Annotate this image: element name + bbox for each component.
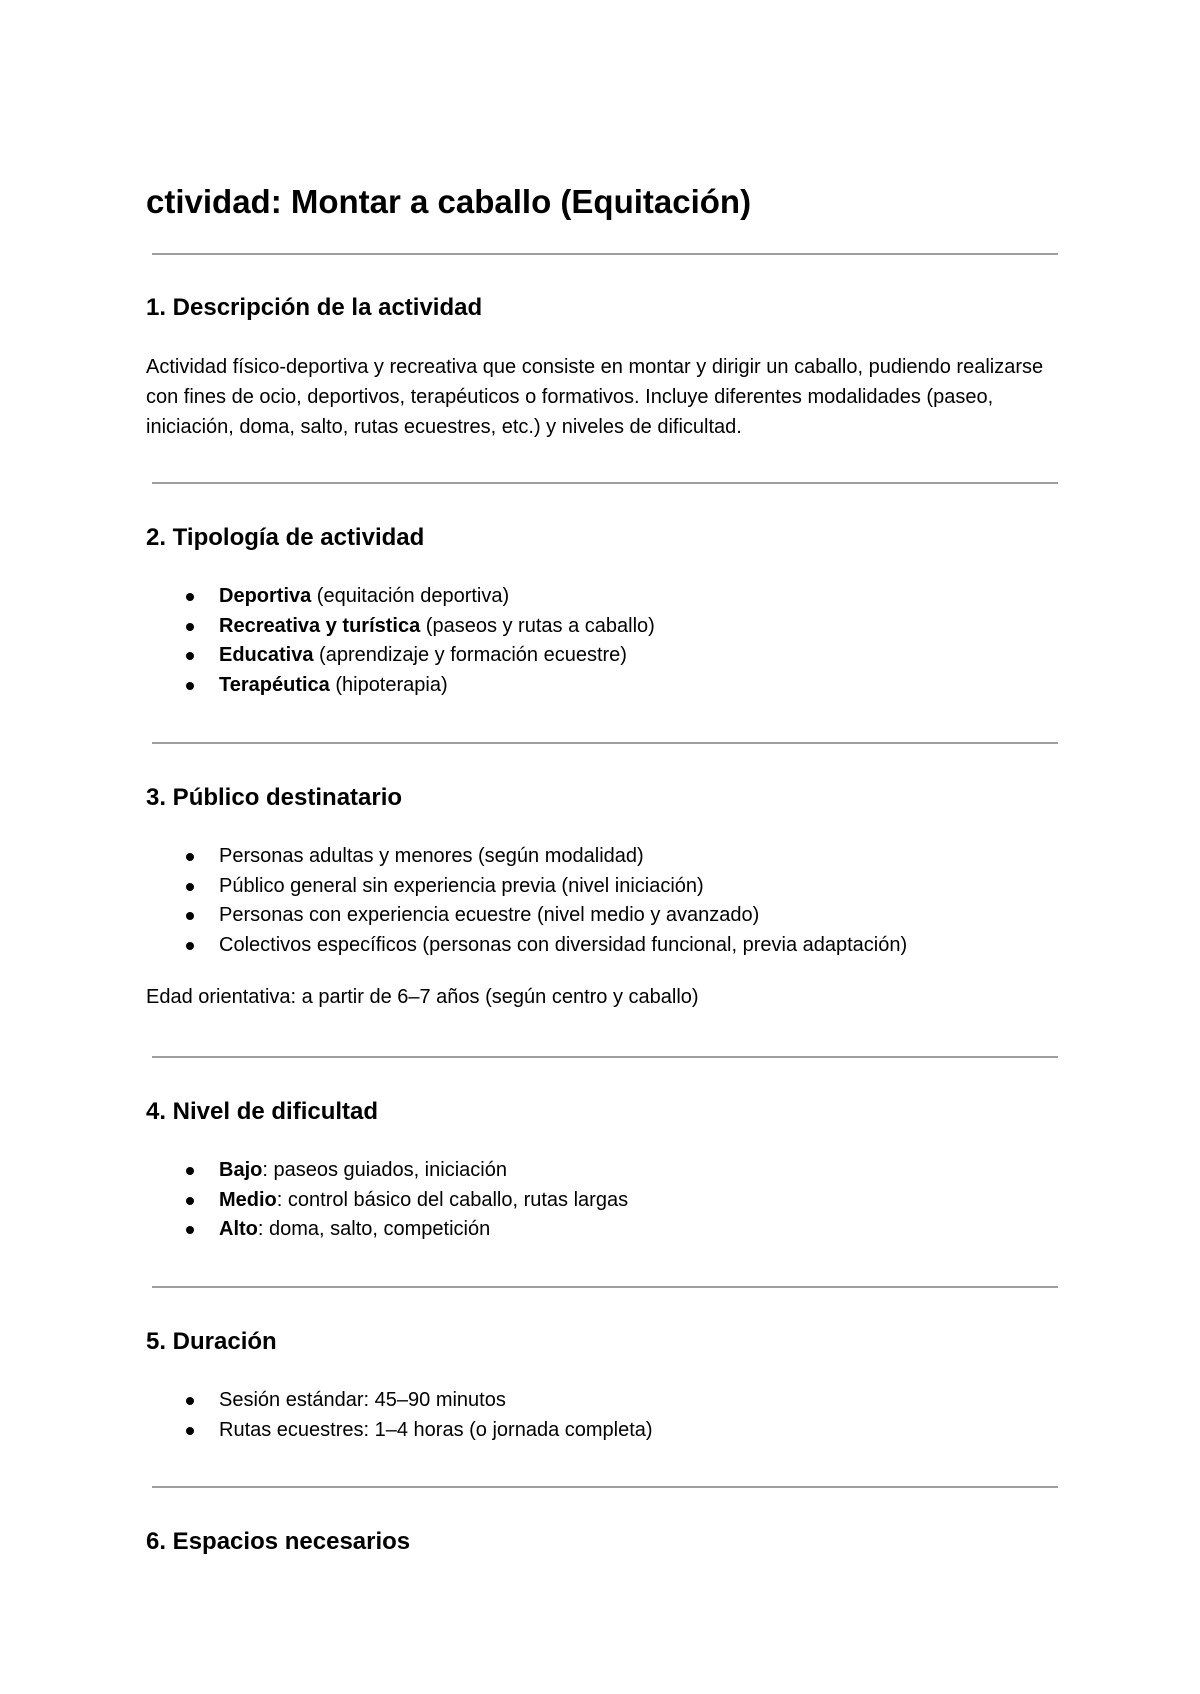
section-heading-tipologia: 2. Tipología de actividad — [146, 524, 425, 551]
list-item — [146, 1215, 628, 1245]
horizontal-rule — [152, 253, 1058, 255]
list-item — [146, 1156, 628, 1186]
duracion-list — [146, 1386, 653, 1445]
list-item-bold: Medio — [219, 1188, 277, 1211]
horizontal-rule — [152, 1286, 1058, 1288]
horizontal-rule — [152, 742, 1058, 744]
descripcion-paragraph: Actividad físico-deportiva y recreativa que consiste en montar y dirigir un caballo, pudiendo realizarse con fines de ocio, deportivos, terapéuticos o formativos. Incluye diferentes modalidades (paseo, iniciación, doma, salto, rutas ecuestres, etc.) y niveles de dificultad. — [146, 356, 1044, 438]
list-item — [146, 641, 655, 671]
dificultad-list — [146, 1156, 628, 1245]
list-item-bold: Bajo — [219, 1159, 263, 1181]
list-item — [146, 671, 655, 701]
list-item-bold: Deportiva — [219, 585, 312, 607]
list-item-text: : control básico del caballo, rutas largas — [276, 1188, 629, 1211]
list-item — [146, 582, 655, 612]
list-item — [146, 1186, 628, 1216]
edad-note: Edad orientativa: a partir de 6–7 años (según centro y caballo) — [146, 986, 699, 1008]
list-item-bold: Educativa — [219, 644, 314, 666]
horizontal-rule — [152, 1486, 1058, 1488]
list-item: Personas adultas y menores (según modalidad) — [146, 842, 907, 872]
list-item: Sesión estándar: 45–90 minutos — [146, 1386, 653, 1416]
list-item-text: (hipoterapia) — [329, 673, 448, 696]
list-item-bold: Terapéutica — [219, 673, 330, 696]
publico-list — [146, 842, 907, 960]
list-item-bold: Recreativa y turística — [219, 614, 421, 637]
list-item — [146, 612, 655, 642]
list-item: Colectivos específicos (personas con diversidad funcional, previa adaptación) — [146, 931, 907, 961]
list-item-text: : paseos guiados, iniciación — [262, 1159, 507, 1181]
list-item-bold: Alto — [219, 1218, 258, 1240]
list-item: Público general sin experiencia previa (nivel iniciación) — [146, 872, 907, 902]
horizontal-rule — [152, 1056, 1058, 1058]
horizontal-rule — [152, 482, 1058, 484]
list-item: Rutas ecuestres: 1–4 horas (o jornada completa) — [146, 1416, 653, 1446]
list-item-text: : doma, salto, competición — [257, 1218, 491, 1240]
list-item-text: (paseos y rutas a caballo) — [420, 614, 655, 637]
section-heading-dificultad: 4. Nivel de dificultad — [146, 1098, 379, 1125]
tipologia-list — [146, 582, 655, 700]
section-heading-duracion: 5. Duración — [146, 1328, 277, 1355]
list-item-text: (equitación deportiva) — [311, 585, 510, 607]
list-item: Personas con experiencia ecuestre (nivel medio y avanzado) — [146, 901, 907, 931]
section-heading-espacios: 6. Espacios necesarios — [146, 1528, 411, 1555]
section-heading-publico: 3. Público destinatario — [146, 784, 403, 811]
list-item-text: (aprendizaje y formación ecuestre) — [313, 644, 627, 666]
document-title: ctividad: Montar a caballo (Equitación) — [146, 183, 752, 220]
section-heading-descripcion: 1. Descripción de la actividad — [146, 294, 483, 321]
